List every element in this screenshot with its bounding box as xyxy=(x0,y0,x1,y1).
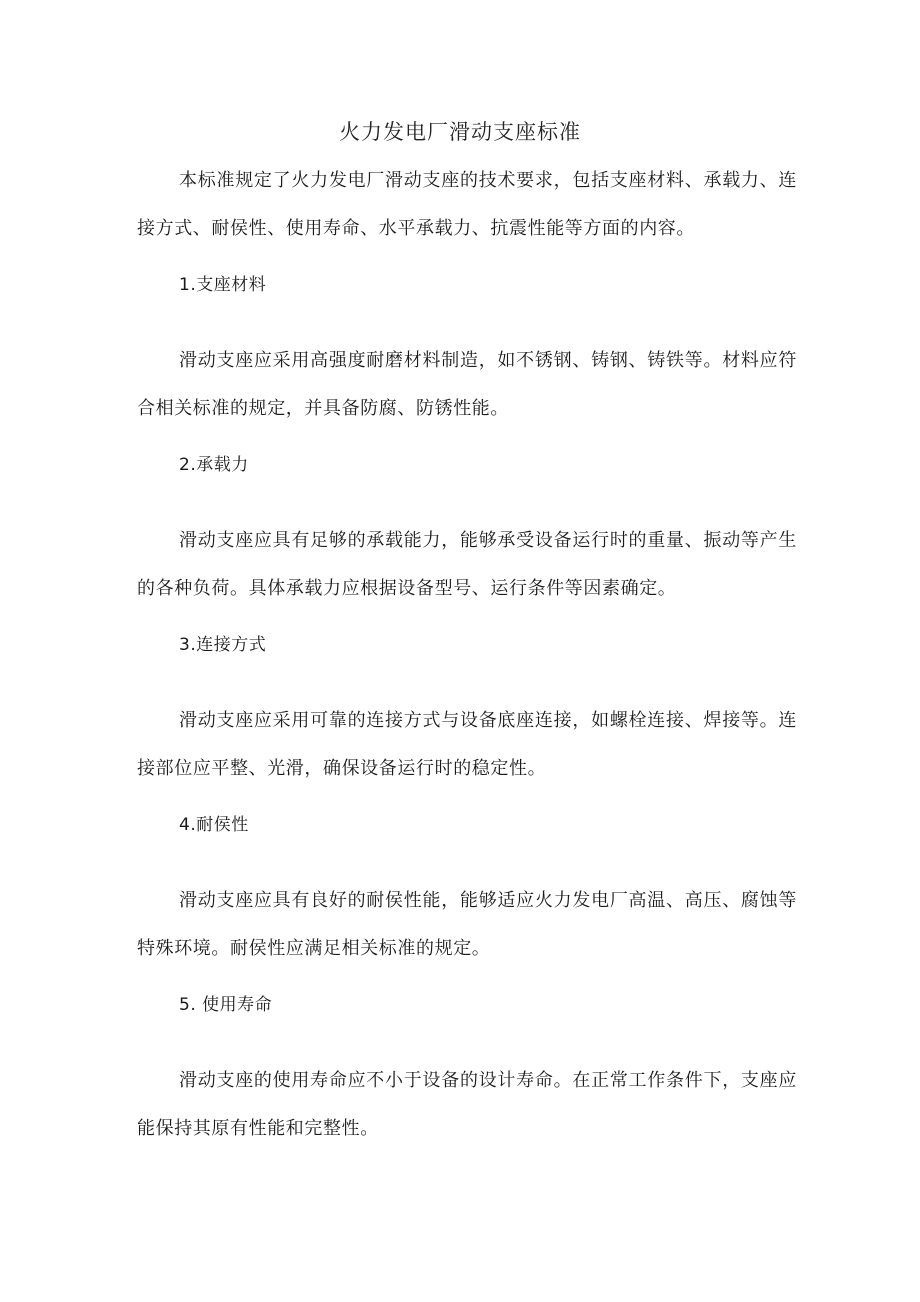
section-body-materials: 滑动支座应采用高强度耐磨材料制造，如不锈钢、铸钢、铸铁等。材料应符合相关标准的规定，并具备防腐、防锈性能。 xyxy=(137,350,797,419)
section-body-connection: 滑动支座应采用可靠的连接方式与设备底座连接，如螺栓连接、焊接等。连接部位应平整、光滑，确保设备运行时的稳定性。 xyxy=(137,710,797,779)
section-heading-weathering: 4.耐侯性 xyxy=(179,815,249,835)
intro-paragraph: 本标准规定了火力发电厂滑动支座的技术要求，包括支座材料、承载力、连接方式、耐侯性、使用寿命、水平承载力、抗震性能等方面的内容。 xyxy=(137,170,797,239)
section-body-service-life: 滑动支座的使用寿命应不小于设备的设计寿命。在正常工作条件下，支座应能保持其原有性能和完整性。 xyxy=(137,1070,797,1139)
section-body-load-capacity: 滑动支座应具有足够的承载能力，能够承受设备运行时的重量、振动等产生的各种负荷。具体承载力应根据设备型号、运行条件等因素确定。 xyxy=(137,530,797,599)
section-heading-materials: 1.支座材料 xyxy=(179,275,267,295)
section-heading-connection: 3.连接方式 xyxy=(179,635,267,655)
section-heading-load-capacity: 2.承载力 xyxy=(179,455,249,475)
document-title: 火力发电厂滑动支座标准 xyxy=(339,120,581,144)
section-heading-service-life: 5. 使用寿命 xyxy=(179,995,273,1015)
section-body-weathering: 滑动支座应具有良好的耐侯性能，能够适应火力发电厂高温、高压、腐蚀等特殊环境。耐侯性应满足相关标准的规定。 xyxy=(137,890,797,959)
